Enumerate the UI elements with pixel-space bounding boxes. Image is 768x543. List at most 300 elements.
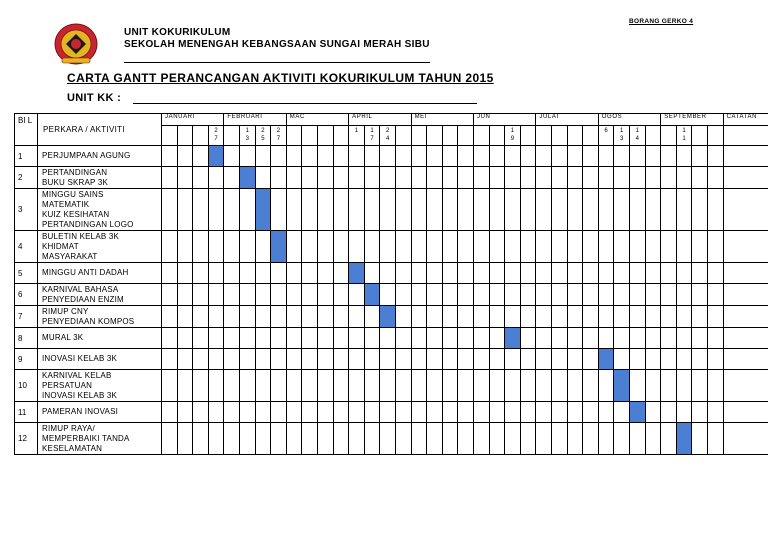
week-date-cell [645,126,661,146]
notes-cell [723,167,768,189]
week-cell [614,263,630,284]
week-cell [583,306,599,328]
week-date-cell: 2 4 [380,126,396,146]
activity-line: BUKU SKRAP 3K [42,177,109,187]
week-cell [551,370,567,402]
week-cell [520,231,536,263]
week-date-cell [427,126,443,146]
week-cell [349,370,365,402]
week-cell [162,231,178,263]
week-cell [442,263,458,284]
week-cell [692,284,708,306]
week-cell [645,167,661,189]
week-cell [661,167,677,189]
week-cell [302,146,318,167]
week-cell [707,263,723,284]
week-cell [395,402,411,423]
week-cell [645,189,661,231]
week-cell [317,146,333,167]
week-cell [333,306,349,328]
week-cell [239,189,255,231]
activity-line: MEMPERBAIKI TANDA [42,433,130,443]
week-cell [661,189,677,231]
week-cell [629,306,645,328]
week-cell [583,189,599,231]
week-cell [489,328,505,349]
activity-line: KESELAMATAN [42,443,103,453]
week-cell [489,231,505,263]
activity-row [15,167,768,189]
week-cell [224,370,240,402]
week-cell [162,146,178,167]
gantt-bar [271,231,287,263]
week-cell [551,263,567,284]
week-cell [661,146,677,167]
week-cell [364,146,380,167]
week-cell [333,328,349,349]
month-header-januari: JANUARI [162,114,224,126]
week-cell [707,189,723,231]
week-cell [255,349,271,370]
week-cell [286,284,302,306]
week-cell [473,306,489,328]
week-cell [349,402,365,423]
week-cell [349,284,365,306]
week-cell [271,402,287,423]
week-cell [645,423,661,455]
week-cell [583,423,599,455]
week-cell [661,284,677,306]
week-cell [473,167,489,189]
gantt-bar [614,370,630,402]
week-cell [286,167,302,189]
week-cell [442,328,458,349]
week-cell [505,146,521,167]
activity-line: MINGGU ANTI DADAH [42,268,129,277]
week-cell [177,263,193,284]
week-cell [661,328,677,349]
week-cell [255,328,271,349]
week-cell [411,146,427,167]
week-cell [208,402,224,423]
month-header-jun: JUN [473,114,535,126]
week-cell [551,189,567,231]
week-cell [505,402,521,423]
week-cell [536,328,552,349]
week-cell [676,231,692,263]
week-cell [676,328,692,349]
week-cell [255,167,271,189]
activity-line: PENYEDIAAN KOMPOS [42,316,135,326]
activity-line: MATEMATIK [42,199,90,209]
month-header-september: SEPTEMBER [661,114,723,126]
week-cell [707,328,723,349]
activity-name [38,402,162,423]
week-cell [286,423,302,455]
week-cell [473,328,489,349]
week-cell [302,263,318,284]
gantt-bar [505,328,521,349]
week-cell [661,370,677,402]
week-cell [536,306,552,328]
week-cell [505,423,521,455]
week-cell [271,284,287,306]
week-cell [395,263,411,284]
row-number: 5 [15,263,38,284]
week-cell [333,370,349,402]
week-cell [598,402,614,423]
week-cell [193,167,209,189]
week-date-cell: 2 5 [255,126,271,146]
activity-line: INOVASI KELAB 3K [42,390,118,400]
activity-line: PENYEDIAAN ENZIM [42,294,124,304]
month-header-februari: FEBRUARI [224,114,286,126]
week-cell [349,189,365,231]
week-cell [707,146,723,167]
month-header-mac: MAC [286,114,348,126]
unit-kk-label: UNIT KK : [67,92,122,104]
week-cell [583,146,599,167]
week-cell [193,423,209,455]
activity-line: MURAL 3K [42,333,84,342]
week-cell [411,349,427,370]
gantt-bar [380,306,396,328]
week-cell [567,349,583,370]
week-cell [505,263,521,284]
activity-name [38,370,162,402]
week-cell [302,189,318,231]
week-cell [551,328,567,349]
week-cell [193,146,209,167]
week-cell [458,167,474,189]
week-date-cell [302,126,318,146]
week-cell [177,146,193,167]
week-cell [676,146,692,167]
week-cell [458,402,474,423]
gantt-bar [349,263,365,284]
week-cell [177,402,193,423]
week-cell [489,306,505,328]
week-cell [239,402,255,423]
week-cell [364,402,380,423]
week-cell [661,349,677,370]
week-cell [224,328,240,349]
week-cell [349,167,365,189]
week-cell [473,370,489,402]
activity-line: RIMUP RAYA/ [42,423,95,433]
week-cell [208,349,224,370]
week-cell [380,189,396,231]
week-cell [661,263,677,284]
week-cell [193,284,209,306]
activity-column-header: PERKARA / AKTIVITI [38,114,162,146]
week-cell [505,306,521,328]
week-cell [598,231,614,263]
week-cell [629,423,645,455]
week-cell [255,306,271,328]
week-cell [489,167,505,189]
week-cell [208,306,224,328]
month-header-row [15,114,768,126]
week-cell [598,306,614,328]
week-cell [598,146,614,167]
week-cell [255,423,271,455]
week-cell [442,423,458,455]
week-cell [614,231,630,263]
week-cell [442,402,458,423]
bil-column-header: BI L [15,114,38,146]
week-cell [489,349,505,370]
week-date-cell [224,126,240,146]
week-cell [427,349,443,370]
week-cell [629,370,645,402]
gantt-chart-table [14,113,768,455]
activity-line: BULETIN KELAB 3K [42,231,120,241]
week-date-cell: 2 7 [271,126,287,146]
week-cell [317,189,333,231]
week-cell [224,402,240,423]
week-cell [162,167,178,189]
week-cell [567,263,583,284]
gantt-bar [629,402,645,423]
week-cell [473,349,489,370]
week-date-cell [567,126,583,146]
week-cell [645,402,661,423]
week-cell [255,370,271,402]
week-cell [551,349,567,370]
week-cell [193,306,209,328]
week-cell [536,167,552,189]
week-cell [224,146,240,167]
row-number: 6 [15,284,38,306]
week-date-cell: 1 1 [676,126,692,146]
week-cell [349,423,365,455]
week-cell [614,189,630,231]
week-cell [349,349,365,370]
row-number: 10 [15,370,38,402]
week-cell [395,284,411,306]
week-cell [380,167,396,189]
week-cell [193,370,209,402]
week-cell [395,328,411,349]
week-cell [162,328,178,349]
week-cell [395,146,411,167]
week-cell [614,167,630,189]
week-cell [520,349,536,370]
gantt-bar [208,146,224,167]
week-cell [676,402,692,423]
row-number: 11 [15,402,38,423]
notes-cell [723,263,768,284]
week-date-cell [193,126,209,146]
week-cell [395,423,411,455]
week-cell [364,328,380,349]
week-cell [645,306,661,328]
week-cell [473,146,489,167]
week-cell [286,189,302,231]
week-cell [505,231,521,263]
week-cell [536,146,552,167]
week-date-cell [489,126,505,146]
week-cell [411,306,427,328]
week-cell [255,402,271,423]
activity-name [38,306,162,328]
week-cell [317,370,333,402]
week-cell [458,306,474,328]
form-reference: BORANG GERKO 4 [629,18,694,25]
week-cell [286,231,302,263]
activity-line: RIMUP CNY [42,306,89,316]
activity-name [38,263,162,284]
unit-kk-blank-line [133,103,477,104]
week-cell [645,146,661,167]
week-cell [629,284,645,306]
week-cell [473,284,489,306]
week-cell [333,349,349,370]
week-cell [427,402,443,423]
week-cell [629,349,645,370]
week-cell [317,423,333,455]
school-name: SEKOLAH MENENGAH KEBANGSAAN SUNGAI MERAH SIBU [124,39,430,50]
week-cell [442,167,458,189]
week-cell [411,328,427,349]
week-cell [520,146,536,167]
week-cell [302,306,318,328]
week-cell [614,423,630,455]
week-cell [317,284,333,306]
week-cell [224,423,240,455]
week-cell [333,167,349,189]
week-cell [661,306,677,328]
week-date-cell [707,126,723,146]
week-cell [442,146,458,167]
week-cell [536,370,552,402]
week-cell [162,189,178,231]
week-cell [598,263,614,284]
week-cell [473,231,489,263]
week-cell [239,146,255,167]
week-cell [271,263,287,284]
week-cell [302,284,318,306]
week-cell [489,370,505,402]
week-cell [520,167,536,189]
week-cell [489,263,505,284]
week-cell [177,167,193,189]
notes-cell [723,349,768,370]
week-cell [162,263,178,284]
week-cell [411,189,427,231]
week-cell [520,306,536,328]
week-cell [364,231,380,263]
week-cell [520,402,536,423]
week-cell [239,349,255,370]
gantt-bar [239,167,255,189]
week-cell [629,167,645,189]
week-cell [598,167,614,189]
week-cell [395,189,411,231]
week-cell [629,146,645,167]
week-cell [380,349,396,370]
week-cell [520,370,536,402]
week-cell [692,189,708,231]
week-cell [302,423,318,455]
week-cell [645,349,661,370]
week-cell [193,349,209,370]
week-cell [271,328,287,349]
week-cell [473,402,489,423]
week-cell [583,263,599,284]
week-cell [411,231,427,263]
activity-line: KARNIVAL KELAB [42,370,112,380]
week-cell [567,423,583,455]
week-date-cell: 1 3 [239,126,255,146]
week-cell [302,370,318,402]
week-cell [395,167,411,189]
week-cell [629,328,645,349]
week-cell [692,423,708,455]
week-cell [333,402,349,423]
activity-line: KARNIVAL BAHASA [42,284,119,294]
week-cell [676,167,692,189]
week-cell [707,284,723,306]
week-cell [177,231,193,263]
week-cell [395,370,411,402]
week-cell [208,284,224,306]
week-date-cell [442,126,458,146]
week-cell [286,263,302,284]
week-cell [427,328,443,349]
week-cell [473,263,489,284]
week-cell [411,402,427,423]
week-cell [271,167,287,189]
week-cell [364,349,380,370]
week-cell [458,349,474,370]
week-cell [505,189,521,231]
week-cell [271,146,287,167]
week-cell [629,231,645,263]
week-cell [551,146,567,167]
activity-line: PERSATUAN [42,380,93,390]
week-date-cell [162,126,178,146]
week-cell [208,167,224,189]
week-date-cell [317,126,333,146]
week-cell [427,306,443,328]
row-number: 12 [15,423,38,455]
week-cell [286,370,302,402]
week-cell [380,263,396,284]
week-cell [520,263,536,284]
week-cell [520,328,536,349]
month-header-julai: JULAI [536,114,598,126]
week-cell [271,349,287,370]
activity-row [15,231,768,263]
week-cell [411,167,427,189]
week-cell [162,306,178,328]
week-cell [224,189,240,231]
school-crest-logo [54,22,98,66]
month-header-ogos: OGOS [598,114,660,126]
week-cell [395,306,411,328]
week-date-cell: 1 3 [614,126,630,146]
week-cell [614,306,630,328]
week-cell [505,370,521,402]
activity-line: PERTANDINGAN [42,167,108,177]
week-cell [629,263,645,284]
week-cell [567,146,583,167]
activity-row [15,349,768,370]
week-cell [692,263,708,284]
week-cell [536,402,552,423]
